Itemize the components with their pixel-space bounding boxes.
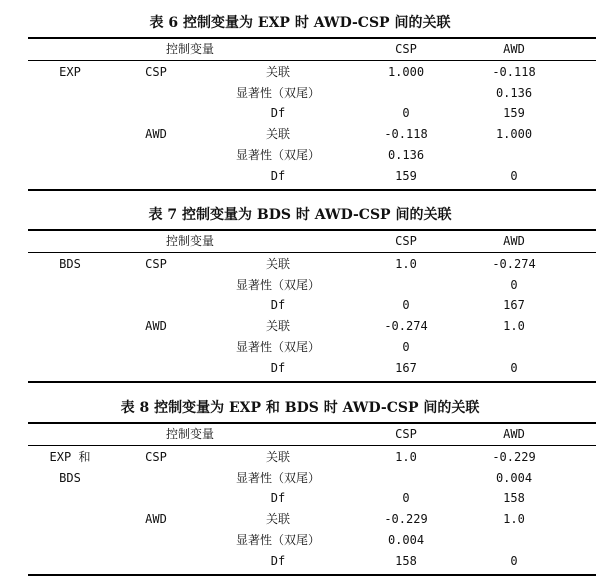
- table-top-rule: [28, 37, 596, 39]
- value-awd: 1.0: [503, 512, 525, 527]
- value-awd: 167: [503, 298, 525, 313]
- table-bottom-rule: [28, 381, 596, 383]
- variable-label: CSP: [145, 65, 167, 79]
- value-awd: 0: [510, 168, 518, 183]
- value-csp: -0.118: [384, 127, 428, 142]
- statistic-label: 关联: [265, 512, 291, 527]
- value-csp: 0: [402, 298, 410, 313]
- statistic-label: 显著性（双尾）: [235, 147, 321, 162]
- statistic-label: 显著性（双尾）: [235, 339, 321, 354]
- value-awd: 1.000: [495, 127, 533, 142]
- variable-label: CSP: [145, 450, 167, 464]
- table-top-rule: [28, 229, 596, 231]
- variable-label: AWD: [145, 127, 167, 142]
- statistic-label: 显著性（双尾）: [235, 532, 321, 547]
- value-awd: 159: [503, 106, 525, 121]
- value-awd: 0: [510, 553, 518, 568]
- header-awd: AWD: [503, 42, 525, 56]
- variable-label: AWD: [145, 319, 167, 334]
- header-csp: CSP: [395, 427, 417, 441]
- data-table: [28, 229, 596, 379]
- statistic-label: 显著性（双尾）: [235, 470, 321, 485]
- value-csp: 1.0: [395, 450, 417, 464]
- header-rule: [28, 252, 596, 253]
- control-variable-label: BDS: [59, 257, 81, 271]
- value-awd: 0: [510, 277, 518, 292]
- value-csp: 0.136: [387, 147, 425, 162]
- statistic-label: 关联: [265, 127, 291, 142]
- table-bottom-rule: [28, 574, 596, 576]
- data-table: [28, 37, 596, 187]
- value-csp: 0: [402, 106, 410, 121]
- variable-label: CSP: [145, 257, 167, 271]
- value-csp: 1.000: [387, 65, 425, 79]
- statistic-label: 显著性（双尾）: [235, 277, 321, 292]
- value-awd: 0: [510, 360, 518, 375]
- value-csp: 1.0: [395, 257, 417, 271]
- data-table: [28, 422, 596, 572]
- header-csp: CSP: [395, 234, 417, 248]
- statistic-label: 关联: [265, 319, 291, 334]
- header-control-variable: 控制变量: [165, 234, 215, 248]
- value-awd: 0.136: [495, 85, 533, 100]
- value-csp: 158: [395, 553, 417, 568]
- value-csp: 0.004: [387, 532, 425, 547]
- value-awd: -0.274: [492, 257, 536, 271]
- statistic-label: Df: [270, 491, 286, 506]
- value-csp: 0: [402, 491, 410, 506]
- table-caption: 表 8 控制变量为 EXP 和 BDS 时 AWD-CSP 间的关联: [120, 400, 480, 416]
- table-caption: 表 6 控制变量为 EXP 时 AWD-CSP 间的关联: [149, 15, 451, 31]
- header-rule: [28, 445, 596, 446]
- value-awd: -0.229: [492, 450, 536, 464]
- variable-label: AWD: [145, 512, 167, 527]
- header-control-variable: 控制变量: [165, 427, 215, 441]
- header-control-variable: 控制变量: [165, 42, 215, 56]
- statistic-label: 关联: [265, 450, 291, 464]
- header-rule: [28, 60, 596, 61]
- table-bottom-rule: [28, 189, 596, 191]
- header-csp: CSP: [395, 42, 417, 56]
- value-csp: -0.229: [384, 512, 428, 527]
- statistic-label: Df: [270, 168, 286, 183]
- table-top-rule: [28, 422, 596, 424]
- statistic-label: 关联: [265, 65, 291, 79]
- value-csp: 0: [402, 339, 410, 354]
- header-awd: AWD: [503, 427, 525, 441]
- value-csp: 167: [395, 360, 417, 375]
- statistic-label: Df: [270, 360, 286, 375]
- value-awd: 158: [503, 491, 525, 506]
- statistic-label: Df: [270, 298, 286, 313]
- control-variable-label: EXP: [59, 65, 81, 79]
- value-awd: -0.118: [492, 65, 536, 79]
- header-awd: AWD: [503, 234, 525, 248]
- table-caption: 表 7 控制变量为 BDS 时 AWD-CSP 间的关联: [148, 207, 452, 223]
- value-awd: 1.0: [503, 319, 525, 334]
- statistic-label: Df: [270, 106, 286, 121]
- control-variable-label: BDS: [59, 470, 81, 485]
- statistic-label: Df: [270, 553, 286, 568]
- value-awd: 0.004: [495, 470, 533, 485]
- statistic-label: 显著性（双尾）: [235, 85, 321, 100]
- value-csp: 159: [395, 168, 417, 183]
- statistic-label: 关联: [265, 257, 291, 271]
- value-csp: -0.274: [384, 319, 428, 334]
- control-variable-label: EXP 和: [49, 450, 91, 464]
